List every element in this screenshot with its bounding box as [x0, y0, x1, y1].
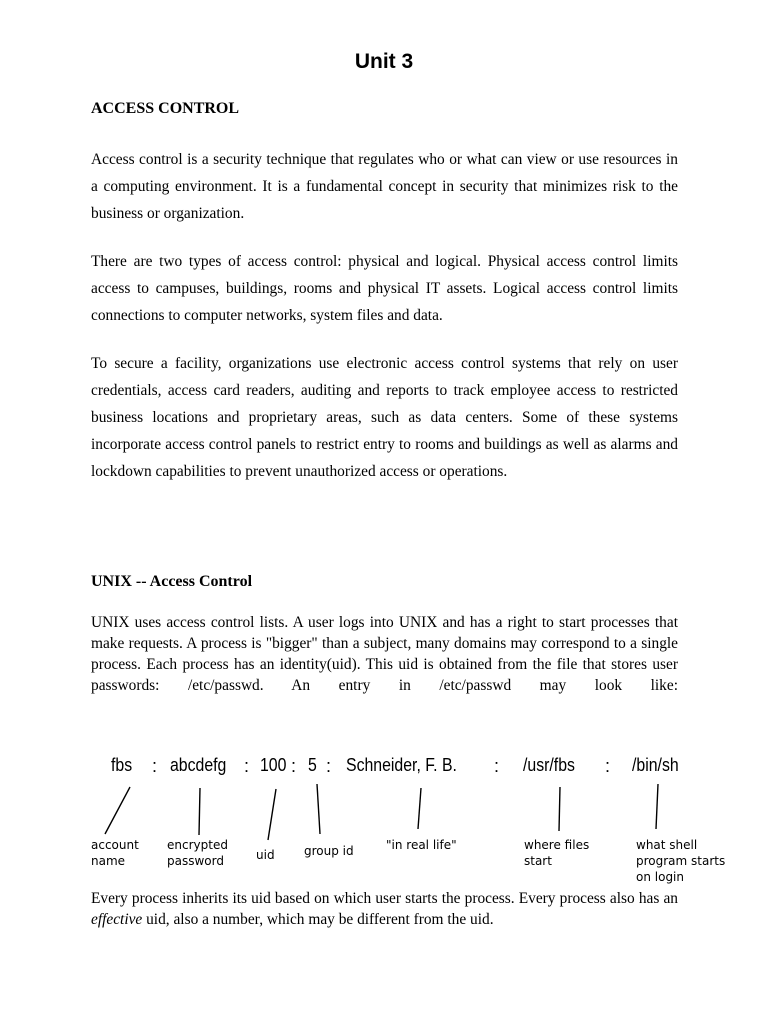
- label-shell: what shell program starts on login: [636, 838, 726, 884]
- passwd-separator: :: [326, 756, 332, 776]
- effective-uid-text-end: uid, also a number, which may be different from the uid.: [142, 911, 494, 928]
- label-where-files-start: where files start: [524, 838, 590, 868]
- passwd-field-home: /usr/fbs: [523, 755, 575, 775]
- section-heading-access-control: ACCESS CONTROL: [91, 100, 240, 117]
- pointer-line-groupid: [317, 784, 320, 834]
- label-uid: uid: [256, 848, 275, 862]
- pointer-line-reallife: [418, 788, 421, 829]
- passwd-separator: :: [152, 756, 158, 776]
- passwd-field-shell: /bin/sh: [632, 755, 679, 775]
- label-real-life: "in real life": [386, 838, 457, 852]
- effective-uid-text-start: Every process inherits its uid based on which user starts the process. Every process also has an: [91, 890, 678, 907]
- pointer-line-shell: [656, 784, 658, 829]
- paragraph-types: There are two types of access control: physical and logical. Physical access control limits access to campuses, buildings, rooms and physical IT assets. Logical access control limits connections to computer networks, system files and data.: [91, 253, 678, 324]
- label-account-name: account name: [91, 838, 139, 868]
- passwd-separator: :: [291, 756, 297, 776]
- pointer-line-files: [559, 787, 560, 831]
- label-encrypted-password: encrypted password: [167, 838, 228, 868]
- page-title: Unit 3: [354, 50, 414, 73]
- passwd-separator: :: [244, 756, 250, 776]
- passwd-field-uid: 100: [260, 755, 287, 775]
- passwd-field-account: fbs: [111, 755, 133, 775]
- paragraph-intro: Access control is a security technique that regulates who or what can view or use resources in a computing environment. It is a fundamental concept in security that minimizes risk to the business or organization.: [91, 151, 678, 222]
- effective-uid-emphasis: effective: [91, 911, 143, 928]
- pointer-line-password: [199, 788, 200, 835]
- paragraph-effective-uid: [91, 888, 678, 930]
- paragraph-unix-acl: UNIX uses access control lists. A user logs into UNIX and has a right to start processes that make requests. A process is "bigger" than a subject, many domains may correspond to a single process. Each process has an identity(uid). This uid is obtained from the file that stores user passwords: /etc/passwd. An entry in /etc/passwd may look like:: [91, 614, 678, 694]
- label-group-id: group id: [304, 844, 354, 858]
- pointer-line-account: [105, 787, 130, 834]
- passwd-field-password: abcdefg: [170, 755, 227, 775]
- pointer-line-uid: [268, 789, 276, 840]
- paragraph-facility: To secure a facility, organizations use electronic access control systems that rely on user credentials, access card readers, auditing and reports to track employee access to restricted business locations and proprietary areas, such as data centers. Some of these systems incorporate access control panels to restrict entry to rooms and buildings as well as alarms and lockdown capabilities to prevent unauthorized access or operations.: [91, 355, 678, 480]
- passwd-field-gid: 5: [308, 755, 317, 775]
- section-heading-unix: UNIX -- Access Control: [91, 573, 253, 590]
- passwd-separator: :: [605, 756, 611, 776]
- passwd-field-realname: Schneider, F. B.: [346, 755, 457, 775]
- passwd-separator: :: [494, 756, 500, 776]
